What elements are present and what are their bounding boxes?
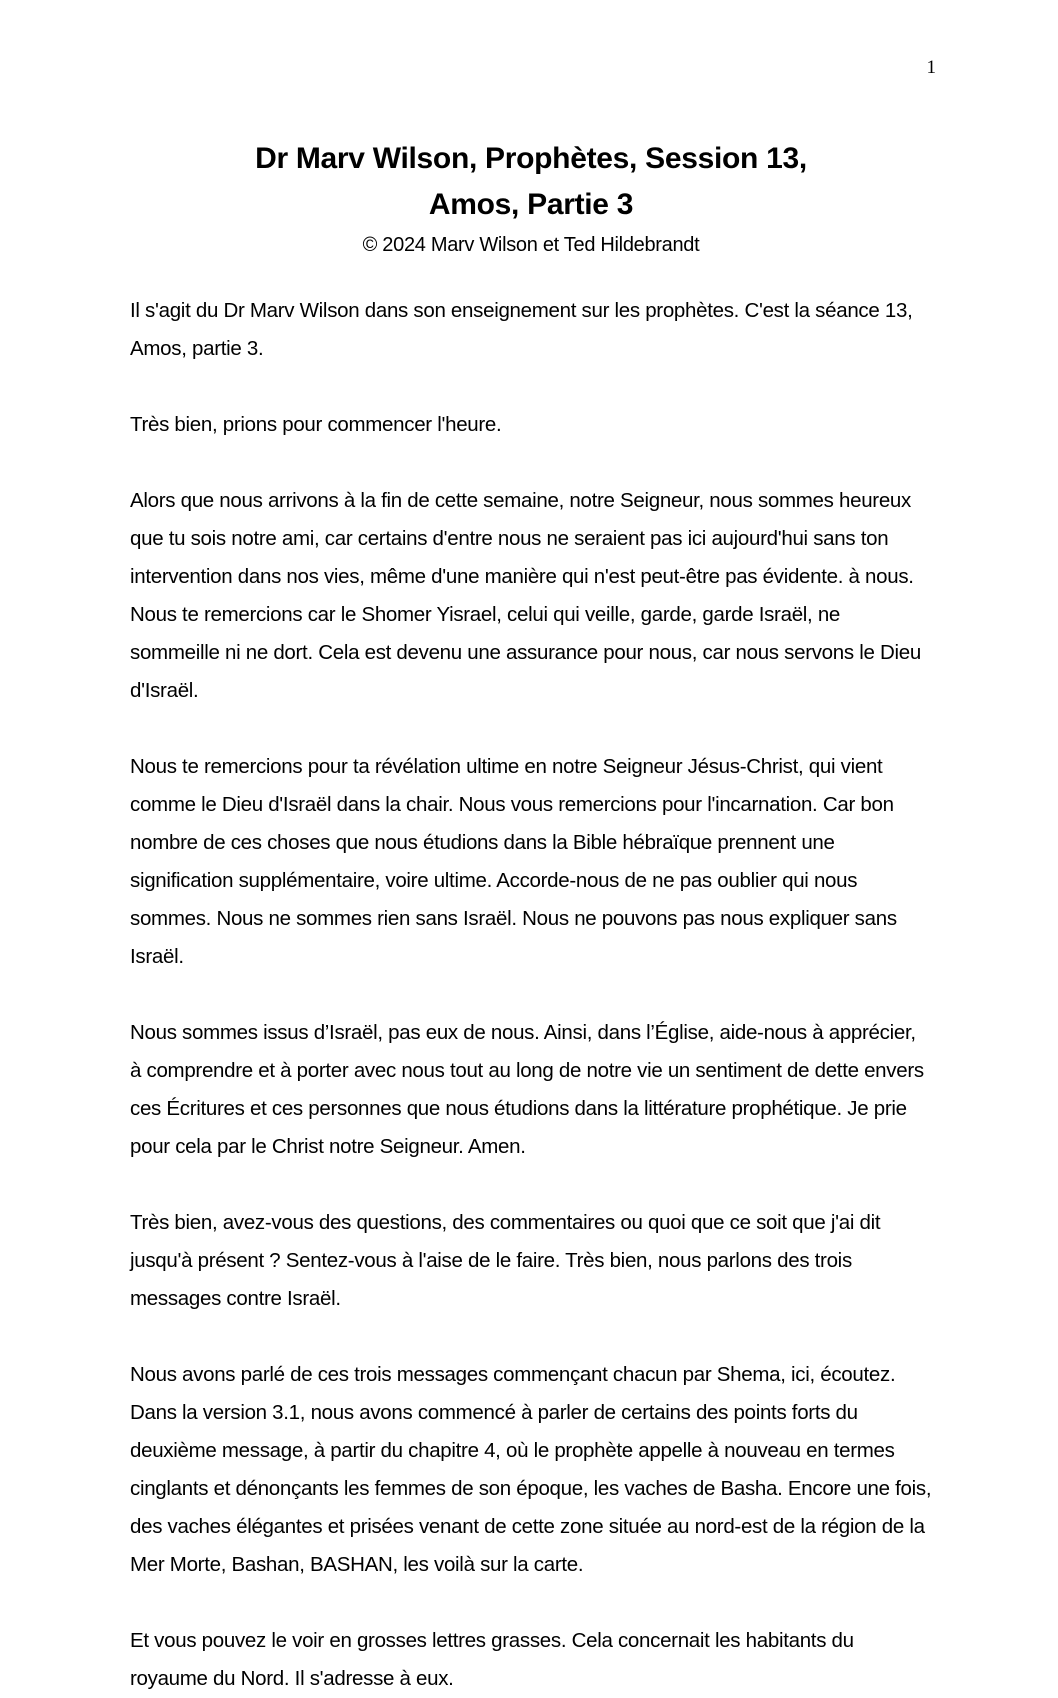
- paragraph-bold-letters: Et vous pouvez le voir en grosses lettres grasses. Cela concernait les habitants du royaume du Nord. Il s'adresse à eux.: [130, 1629, 854, 1690]
- paragraph-prayer-1: Alors que nous arrivons à la fin de cette semaine, notre Seigneur, nous sommes heureux que tu sois notre ami, car certains d'entre nous ne seraient pas ici aujourd'hui sans ton intervention dans nos vies, même d'une manière qui n'est peut-être pas évidente. à nous. Nous te remercions car le Shomer Yisrael, celui qui veille, garde, garde Israël, ne sommeille ni ne dort. Cela est devenu une assurance pour nous, car nous servons le Dieu d'Israël.: [130, 489, 921, 702]
- paragraph-intro: Il s'agit du Dr Marv Wilson dans son enseignement sur les prophètes. C'est la séance 13, Amos, partie 3.: [130, 299, 913, 360]
- title-block: [130, 136, 932, 259]
- document-title: [130, 136, 932, 228]
- paragraph-messages: Nous avons parlé de ces trois messages commençant chacun par Shema, ici, écoutez. Dans la version 3.1, nous avons commencé à parler de certains des points forts du deuxième message, à partir du chapitre 4, où le prophète appelle à nouveau en termes cinglants et dénonçants les femmes de son époque, les vaches de Basha. Encore une fois, des vaches élégantes et prisées venant de cette zone située au nord-est de la région de la Mer Morte, Bashan, BASHAN, les voilà sur la carte.: [130, 1363, 932, 1576]
- document-body: [130, 292, 932, 1698]
- paragraph-questions: Très bien, avez-vous des questions, des commentaires ou quoi que ce soit que j'ai dit jusqu'à présent ? Sentez-vous à l'aise de le faire. Très bien, nous parlons des trois messages contre Israël.: [130, 1211, 881, 1310]
- paragraph-prayer-3: Nous sommes issus d’Israël, pas eux de nous. Ainsi, dans l’Église, aide-nous à apprécier, à comprendre et à porter avec nous tout au long de notre vie un sentiment de dette envers ces Écritures et ces personnes que nous étudions dans la littérature prophétique. Je prie pour cela par le Christ notre Seigneur. Amen.: [130, 1021, 924, 1158]
- copyright-line: © 2024 Marv Wilson et Ted Hildebrandt: [362, 234, 700, 256]
- paragraph-prayer-2: Nous te remercions pour ta révélation ultime en notre Seigneur Jésus-Christ, qui vient comme le Dieu d'Israël dans la chair. Nous vous remercions pour l'incarnation. Car bon nombre de ces choses que nous étudions dans la Bible hébraïque prennent une signification supplémentaire, voire ultime. Accorde-nous de ne pas oublier qui nous sommes. Nous ne sommes rien sans Israël. Nous ne pouvons pas nous expliquer sans Israël.: [130, 755, 897, 968]
- page-number: 1: [926, 57, 936, 78]
- paragraph-prayer-invite: Très bien, prions pour commencer l'heure.: [130, 413, 502, 436]
- title-line-1: Dr Marv Wilson, Prophètes, Session 13,: [255, 142, 807, 175]
- title-line-2: Amos, Partie 3: [428, 188, 634, 221]
